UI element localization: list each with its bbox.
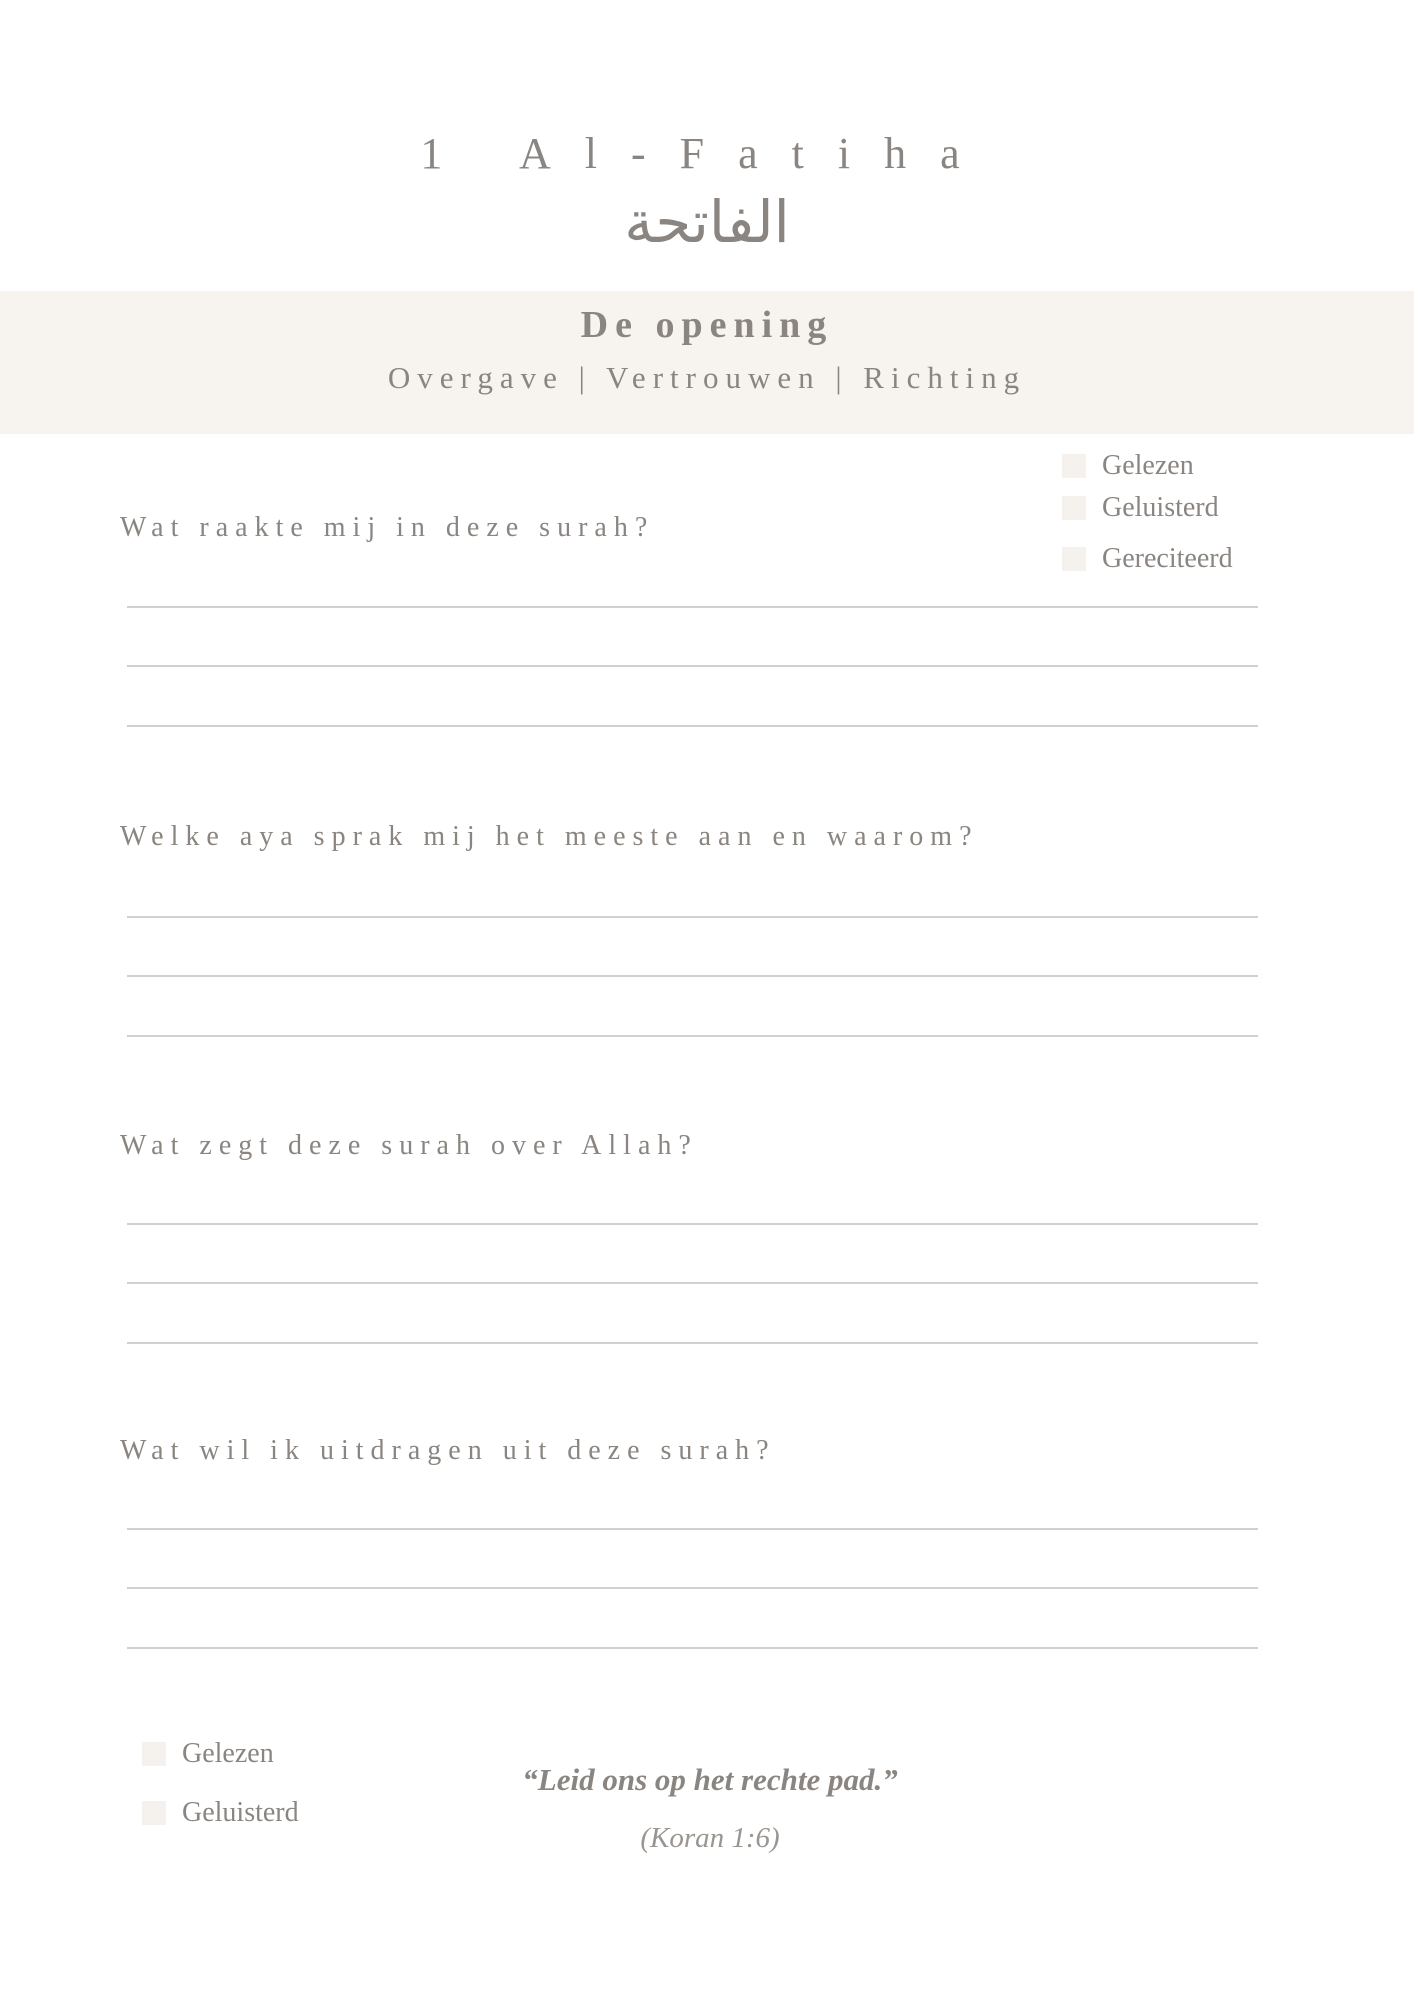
- surah-title: 1 Al-Fatiha: [420, 129, 994, 178]
- writing-line[interactable]: [127, 1647, 1258, 1649]
- writing-line[interactable]: [127, 975, 1258, 977]
- quote-reference: (Koran 1:6): [640, 1822, 780, 1854]
- checkbox[interactable]: [1062, 454, 1086, 478]
- arabic-title: الفاتحة: [624, 188, 790, 256]
- question-4: Wat wil ik uitdragen uit deze surah?: [120, 1435, 776, 1466]
- checklist-label: Geluisterd: [1102, 492, 1219, 523]
- bottom-checklist-item-gelezen[interactable]: [142, 1738, 274, 1770]
- writing-line[interactable]: [127, 1528, 1258, 1530]
- checkbox[interactable]: [1062, 547, 1086, 571]
- writing-line[interactable]: [127, 606, 1258, 608]
- checkbox[interactable]: [142, 1801, 166, 1825]
- checklist-item-geluisterd[interactable]: [1062, 492, 1219, 524]
- writing-line[interactable]: [127, 1282, 1258, 1284]
- question-2: Welke aya sprak mij het meeste aan en waarom?: [120, 821, 979, 852]
- checkbox[interactable]: [142, 1742, 166, 1766]
- band-title: De opening: [580, 304, 834, 346]
- writing-line[interactable]: [127, 1342, 1258, 1344]
- checklist-label: Gereciteerd: [1102, 543, 1233, 574]
- writing-line[interactable]: [127, 1587, 1258, 1589]
- writing-line[interactable]: [127, 725, 1258, 727]
- checklist-item-gereciteerd[interactable]: [1062, 543, 1233, 575]
- checkbox[interactable]: [1062, 496, 1086, 520]
- writing-line[interactable]: [127, 916, 1258, 918]
- question-3: Wat zegt deze surah over Allah?: [120, 1130, 698, 1161]
- writing-line[interactable]: [127, 1035, 1258, 1037]
- question-1: Wat raakte mij in deze surah?: [120, 512, 655, 543]
- quote-text: “Leid ons op het rechte pad.”: [522, 1762, 898, 1797]
- checklist-label: Gelezen: [182, 1738, 274, 1769]
- writing-line[interactable]: [127, 1223, 1258, 1225]
- checklist-label: Geluisterd: [182, 1797, 299, 1828]
- checklist-item-gelezen[interactable]: [1062, 450, 1194, 482]
- checklist-label: Gelezen: [1102, 450, 1194, 481]
- band-subtitle: Overgave | Vertrouwen | Richting: [387, 360, 1027, 395]
- writing-line[interactable]: [127, 665, 1258, 667]
- bottom-checklist-item-geluisterd[interactable]: [142, 1797, 299, 1829]
